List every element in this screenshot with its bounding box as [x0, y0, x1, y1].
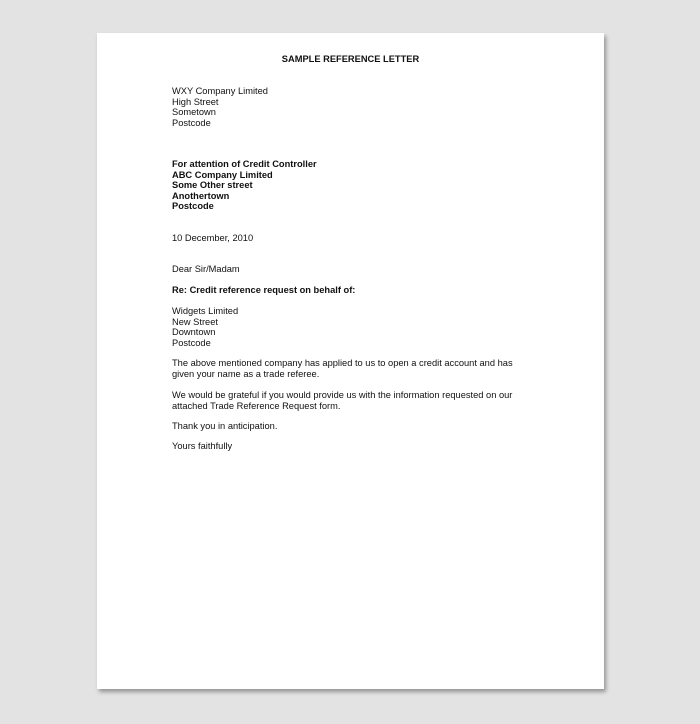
sender-line: Sometown	[172, 107, 216, 117]
sender-address	[172, 86, 532, 128]
recipient-line: Anothertown	[172, 190, 230, 201]
recipient-address	[172, 159, 532, 212]
letter-page	[97, 33, 604, 689]
recipient-line: ABC Company Limited	[172, 169, 273, 180]
paragraph-line: We would be grateful if you would provide us with the information requested on our	[172, 390, 513, 400]
paragraph-1	[172, 358, 532, 379]
signoff-text: Yours faithfully	[172, 441, 233, 451]
letter-content	[97, 33, 604, 689]
sender-line: WXY Company Limited	[172, 86, 268, 96]
subject-line	[172, 285, 532, 296]
sender-line: High Street	[172, 96, 219, 107]
subject-address-line: Downtown	[172, 327, 216, 337]
subject-address-line: Widgets Limited	[172, 306, 239, 316]
paragraph-2	[172, 390, 532, 411]
subject-address-line: Postcode	[172, 337, 211, 348]
date-text: 10 December, 2010	[172, 233, 254, 243]
salutation-text: Dear Sir/Madam	[172, 264, 240, 274]
sender-line: Postcode	[172, 117, 211, 128]
subject-address-line: New Street	[172, 316, 218, 327]
paragraph-line: The above mentioned company has applied to us to open a credit account and has	[172, 358, 513, 368]
paragraph-line: given your name as a trade referee.	[172, 368, 320, 379]
salutation	[172, 264, 532, 275]
signoff	[172, 441, 532, 452]
recipient-line: Some Other street	[172, 180, 253, 190]
subject-company-address	[172, 306, 532, 348]
subject-text: Re: Credit reference request on behalf of:	[172, 285, 356, 295]
closing-thanks	[172, 421, 532, 432]
letter-date	[172, 233, 532, 244]
paragraph-line: attached Trade Reference Request form.	[172, 400, 341, 411]
letter-title: SAMPLE REFERENCE LETTER	[281, 54, 420, 64]
recipient-line: Postcode	[172, 201, 214, 211]
recipient-line: For attention of Credit Controller	[172, 159, 317, 169]
closing-thanks-text: Thank you in anticipation.	[172, 421, 278, 431]
